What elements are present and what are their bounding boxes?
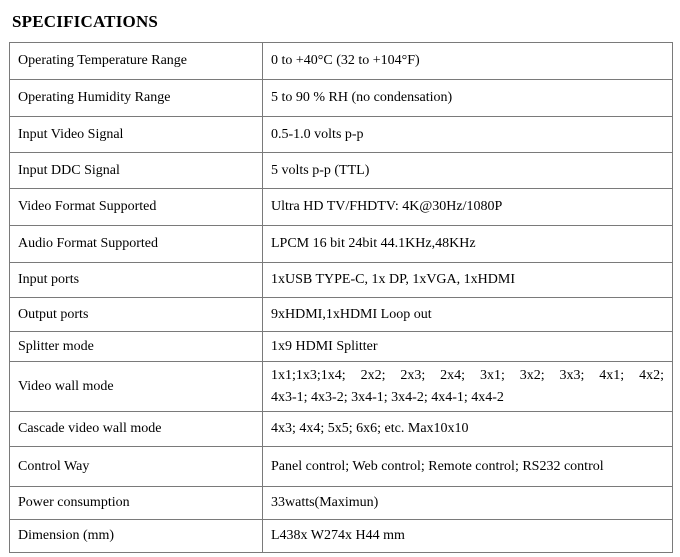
spec-label: Power consumption — [10, 487, 263, 520]
table-row — [10, 43, 673, 80]
video-wall-modes-line-1: 1x1;1x3;1x4; 2x2; 2x3; 2x4; 3x1; 3x2; 3x3; 4x1; 4x2; — [271, 367, 664, 383]
table-row — [10, 332, 673, 362]
table-row — [10, 117, 673, 153]
spec-label: Dimension (mm) — [10, 520, 263, 553]
spec-label: Control Way — [10, 447, 263, 487]
table-row — [10, 362, 673, 412]
page-title: SPECIFICATIONS — [12, 12, 159, 31]
spec-label: Operating Humidity Range — [10, 80, 263, 117]
video-wall-modes-line-2: 4x3-1; 4x3-2; 3x4-1; 3x4-2; 4x4-1; 4x4-2 — [271, 389, 504, 405]
spec-label: Video Format Supported — [10, 189, 263, 226]
spec-value: Ultra HD TV/FHDTV: 4K@30Hz/1080P — [263, 189, 673, 226]
spec-value: 33watts(Maximun) — [263, 487, 673, 520]
spec-value: 4x3; 4x4; 5x5; 6x6; etc. Max10x10 — [263, 412, 673, 447]
table-row — [10, 487, 673, 520]
spec-value — [263, 362, 673, 412]
spec-label: Splitter mode — [10, 332, 263, 362]
spec-label: Output ports — [10, 298, 263, 332]
spec-label: Input Video Signal — [10, 117, 263, 153]
table-row — [10, 263, 673, 298]
spec-value: 0 to +40°C (32 to +104°F) — [263, 43, 673, 80]
table-row — [10, 447, 673, 487]
table-row — [10, 80, 673, 117]
table-row — [10, 189, 673, 226]
spec-label: Video wall mode — [10, 362, 263, 412]
table-row — [10, 412, 673, 447]
table-row — [10, 520, 673, 553]
table-row — [10, 226, 673, 263]
table-row — [10, 298, 673, 332]
specifications-table — [9, 42, 673, 553]
spec-value: 5 to 90 % RH (no condensation) — [263, 80, 673, 117]
spec-value: 9xHDMI,1xHDMI Loop out — [263, 298, 673, 332]
spec-value: 1xUSB TYPE-C, 1x DP, 1xVGA, 1xHDMI — [263, 263, 673, 298]
spec-label: Cascade video wall mode — [10, 412, 263, 447]
table-row — [10, 153, 673, 189]
spec-value: 1x9 HDMI Splitter — [263, 332, 673, 362]
spec-value: Panel control; Web control; Remote control; RS232 control — [263, 447, 673, 487]
spec-value: LPCM 16 bit 24bit 44.1KHz,48KHz — [263, 226, 673, 263]
spec-value: 5 volts p-p (TTL) — [263, 153, 673, 189]
spec-label: Audio Format Supported — [10, 226, 263, 263]
spec-label: Input DDC Signal — [10, 153, 263, 189]
spec-value: L438x W274x H44 mm — [263, 520, 673, 553]
spec-label: Input ports — [10, 263, 263, 298]
spec-value: 0.5-1.0 volts p-p — [263, 117, 673, 153]
spec-label: Operating Temperature Range — [10, 43, 263, 80]
